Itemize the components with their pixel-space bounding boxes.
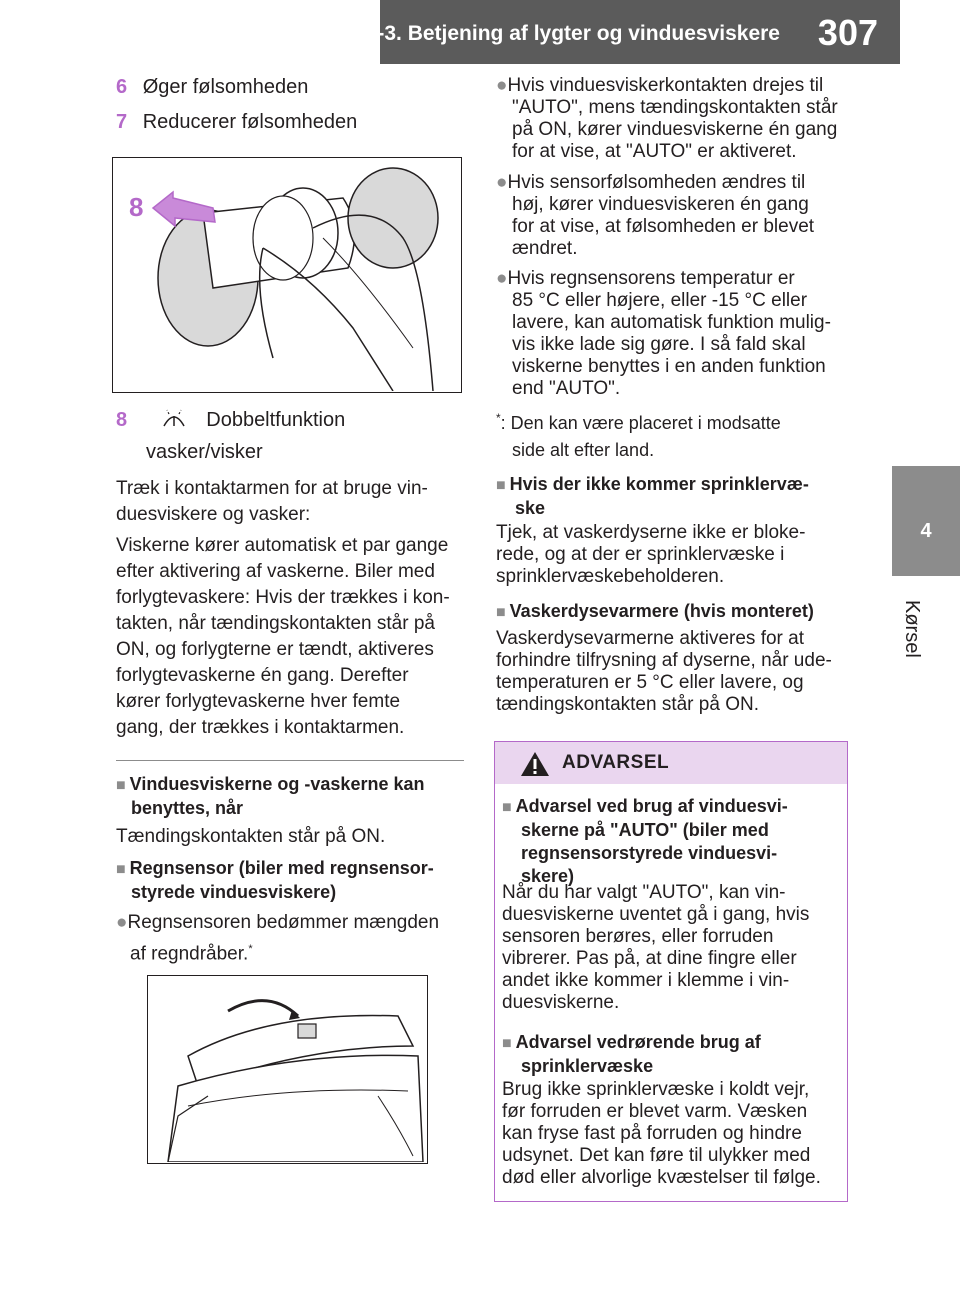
square-bullet-icon: ■ <box>496 604 506 621</box>
square-bullet-icon: ■ <box>116 861 126 878</box>
warning-title: ADVARSEL <box>562 752 670 773</box>
circle-bullet-icon: ● <box>496 172 508 193</box>
paragraph-ignition-on: Tændingskontakten står på ON. <box>116 826 386 847</box>
square-bullet-icon: ■ <box>502 1035 512 1052</box>
callout-8: 8 <box>129 192 144 222</box>
circle-bullet-icon: ● <box>496 75 508 96</box>
warning-triangle-icon <box>520 751 550 782</box>
washer-icon <box>161 408 187 437</box>
wiper-lever-illustration <box>112 157 462 393</box>
item-8-line2: vasker/visker <box>146 441 263 463</box>
square-bullet-icon: ■ <box>496 477 506 494</box>
heading-no-fluid: ■ Hvis der ikke kommer sprinklervæ- ske <box>496 474 809 518</box>
footnote: *: Den kan være placeret i modsatte side alt efter land. <box>496 411 781 460</box>
heading-when-usable: ■ Vinduesviskerne og -vaskerne kan benyttes, når <box>116 774 425 818</box>
bullet-auto-activated: ●Hvis vinduesviskerkontakten drejes til "AUTO", mens tændingskontakten står på ON, kører vinduesviskerne én gang for at vise, at "AUTO" er aktiveret. <box>496 75 838 162</box>
paragraph-nozzle-heaters: Vaskerdysevarmerne aktiveres for at forhindre tilfrysning af dyserne, når ude- temperaturen er 5 °C eller lavere, og tændingskontakten står på ON. <box>496 628 832 715</box>
warning-heading-auto: ■ Advarsel ved brug af vinduesvi- skerne på "AUTO" (biler med regnsensorstyrede vinduesvi- skere) <box>502 796 788 886</box>
warning-text-auto: Når du har valgt "AUTO", kan vin- duesviskerne uventet gå i gang, hvis sensoren berøres, eller forruden vibrerer. Pas på, at dine fingre eller andet ikke kommer i klemme i vin- duesviskerne. <box>502 882 810 1013</box>
page-number: 307 <box>817 12 878 53</box>
bullet-rain-sensor: ●Regnsensoren bedømmer mængden af regndråber.* <box>116 912 440 965</box>
item-8: 8 Dobbeltfunktion <box>116 408 345 437</box>
square-bullet-icon: ■ <box>116 777 126 794</box>
paragraph-auto-wipe: Viskerne kører automatisk et par gange efter aktivering af vaskerne. Biler med forlygtevaskere: Hvis der trækkes i kon- takten, når tændingskontakten står på ON, og forlygterne er tændt, aktiveres forlygtevaskerne én gang. Derefter kører forlygtevaskerne hver femte gang, der trækkes i kontaktarmen. <box>116 535 450 738</box>
chapter-label: Kørsel <box>901 600 923 658</box>
heading-nozzle-heaters: ■ Vaskerdysevarmere (hvis monteret) <box>496 601 814 621</box>
warning-heading-fluid: ■ Advarsel vedrørende brug af sprinklervæske <box>502 1032 761 1076</box>
heading-rain-sensor: ■ Regnsensor (biler med regnsensor- styrede vinduesviskere) <box>116 858 434 902</box>
item-6: 6 Øger følsomheden <box>116 76 309 98</box>
paragraph-check-nozzles: Tjek, at vaskerdyserne ikke er bloke- rede, og at der er sprinklervæske i sprinklervæskebeholderen. <box>496 522 806 587</box>
paragraph-pull-lever: Træk i kontaktarmen for at bruge vin- duesviskere og vasker: <box>116 478 428 525</box>
section-title: 4-3. Betjening af lygter og vinduesviskere <box>365 22 780 45</box>
item-7: 7 Reducerer følsomheden <box>116 111 358 133</box>
circle-bullet-icon: ● <box>496 268 508 289</box>
chapter-number: 4 <box>920 520 932 542</box>
divider <box>116 760 464 761</box>
circle-bullet-icon: ● <box>116 912 128 933</box>
bullet-sensor-temperature: ●Hvis regnsensorens temperatur er 85 °C eller højere, eller -15 °C eller lavere, kan automatisk funktion mulig- vis ikke lade sig gøre. I så fald skal viskerne benyttes i en anden funktion end "AUTO". <box>496 268 831 399</box>
square-bullet-icon: ■ <box>502 799 512 816</box>
bullet-sensitivity-changed: ●Hvis sensorfølsomheden ændres til høj, kører vinduesviskeren én gang for at vise, at følsomheden er blevet ændret. <box>496 172 815 259</box>
lever-hand-drawing <box>113 158 460 391</box>
warning-text-fluid: Brug ikke sprinklervæske i koldt vejr, før forruden er blevet varm. Væsken kan fryse fast på forruden og hindre udsynet. Det kan føre til ulykker med død eller alvorlige kvæstelser til følge. <box>502 1079 821 1188</box>
car-windshield-drawing <box>148 976 426 1162</box>
windshield-sensor-illustration <box>147 975 428 1164</box>
